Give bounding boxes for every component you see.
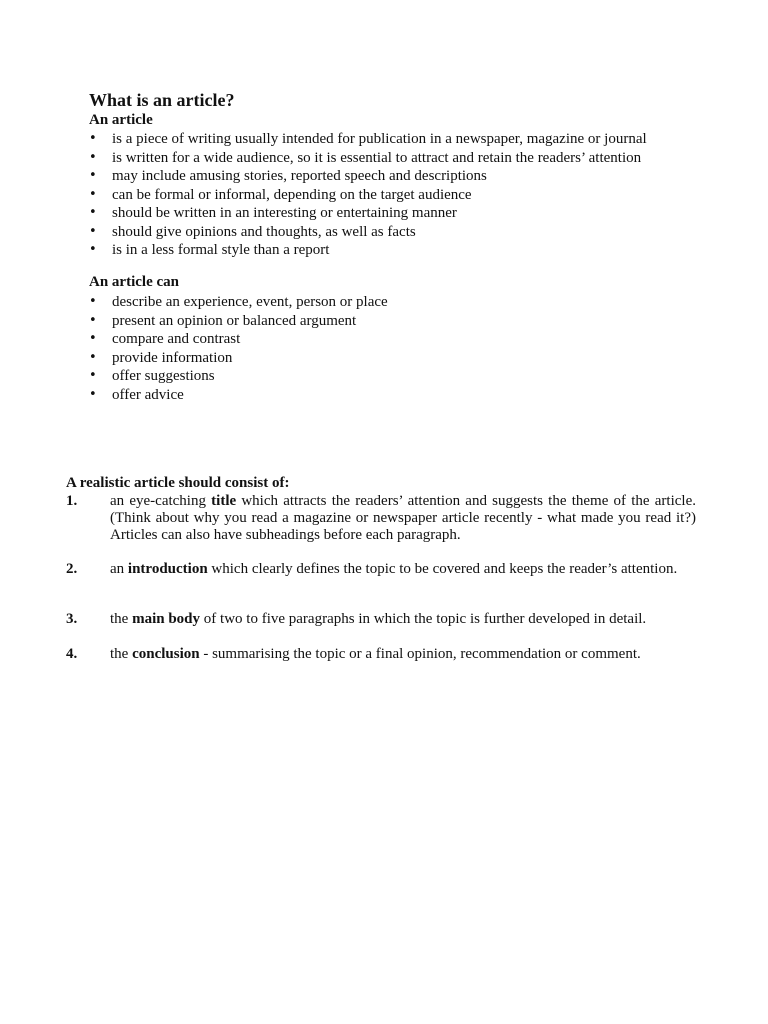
item-number: 2. <box>66 561 78 577</box>
item-number: 4. <box>66 646 78 662</box>
numbered-item <box>66 493 696 544</box>
keyword: introduction <box>127 561 208 577</box>
numbered-item <box>66 611 696 628</box>
numbered-item <box>66 646 696 663</box>
item-number: 3. <box>66 611 78 627</box>
list-item: • should give opinions and thoughts, as well as facts <box>89 223 647 242</box>
item-text: the main body of two to five paragraphs in which the topic is further developed in detail. <box>110 611 647 627</box>
keyword: main body <box>132 611 201 627</box>
list-item: • is a piece of writing usually intended for publication in a newspaper, magazine or journal <box>89 130 647 149</box>
item-number: 1. <box>66 493 78 509</box>
article-purpose-list <box>89 293 388 404</box>
list-item: • should be written in an interesting or entertaining manner <box>89 204 647 223</box>
item-text: an introduction which clearly defines the topic to be covered and keeps the reader’s attention. <box>110 561 678 577</box>
list-item: • offer suggestions <box>89 367 388 386</box>
numbered-item <box>66 561 696 578</box>
list-item: • compare and contrast <box>89 330 388 349</box>
item-text: an eye-catching title which attracts the readers’ attention and suggests the theme of the article. (Think about why you read a magazine or newspaper article recently - what made you read it?) Articles can also have subheadings before each paragraph. <box>110 493 696 543</box>
list-item: • can be formal or informal, depending on the target audience <box>89 186 647 205</box>
list-item: • is in a less formal style than a report <box>89 241 647 260</box>
list-item: • describe an experience, event, person or place <box>89 293 388 312</box>
keyword: conclusion <box>132 646 200 662</box>
page-title: What is an article? <box>89 90 235 110</box>
list-item: • offer advice <box>89 386 388 405</box>
section-heading-structure: A realistic article should consist of: <box>66 475 290 491</box>
list-item: • may include amusing stories, reported speech and descriptions <box>89 167 647 186</box>
list-item: • is written for a wide audience, so it is essential to attract and retain the readers’ attention <box>89 149 647 168</box>
item-text: the conclusion - summarising the topic or a final opinion, recommendation or comment. <box>110 646 641 662</box>
list-item: • present an opinion or balanced argument <box>89 312 388 331</box>
section-heading-an-article-can: An article can <box>89 274 179 290</box>
section-heading-an-article: An article <box>89 112 153 128</box>
list-item: • provide information <box>89 349 388 368</box>
keyword: title <box>211 493 237 509</box>
article-definition-list <box>89 130 647 260</box>
